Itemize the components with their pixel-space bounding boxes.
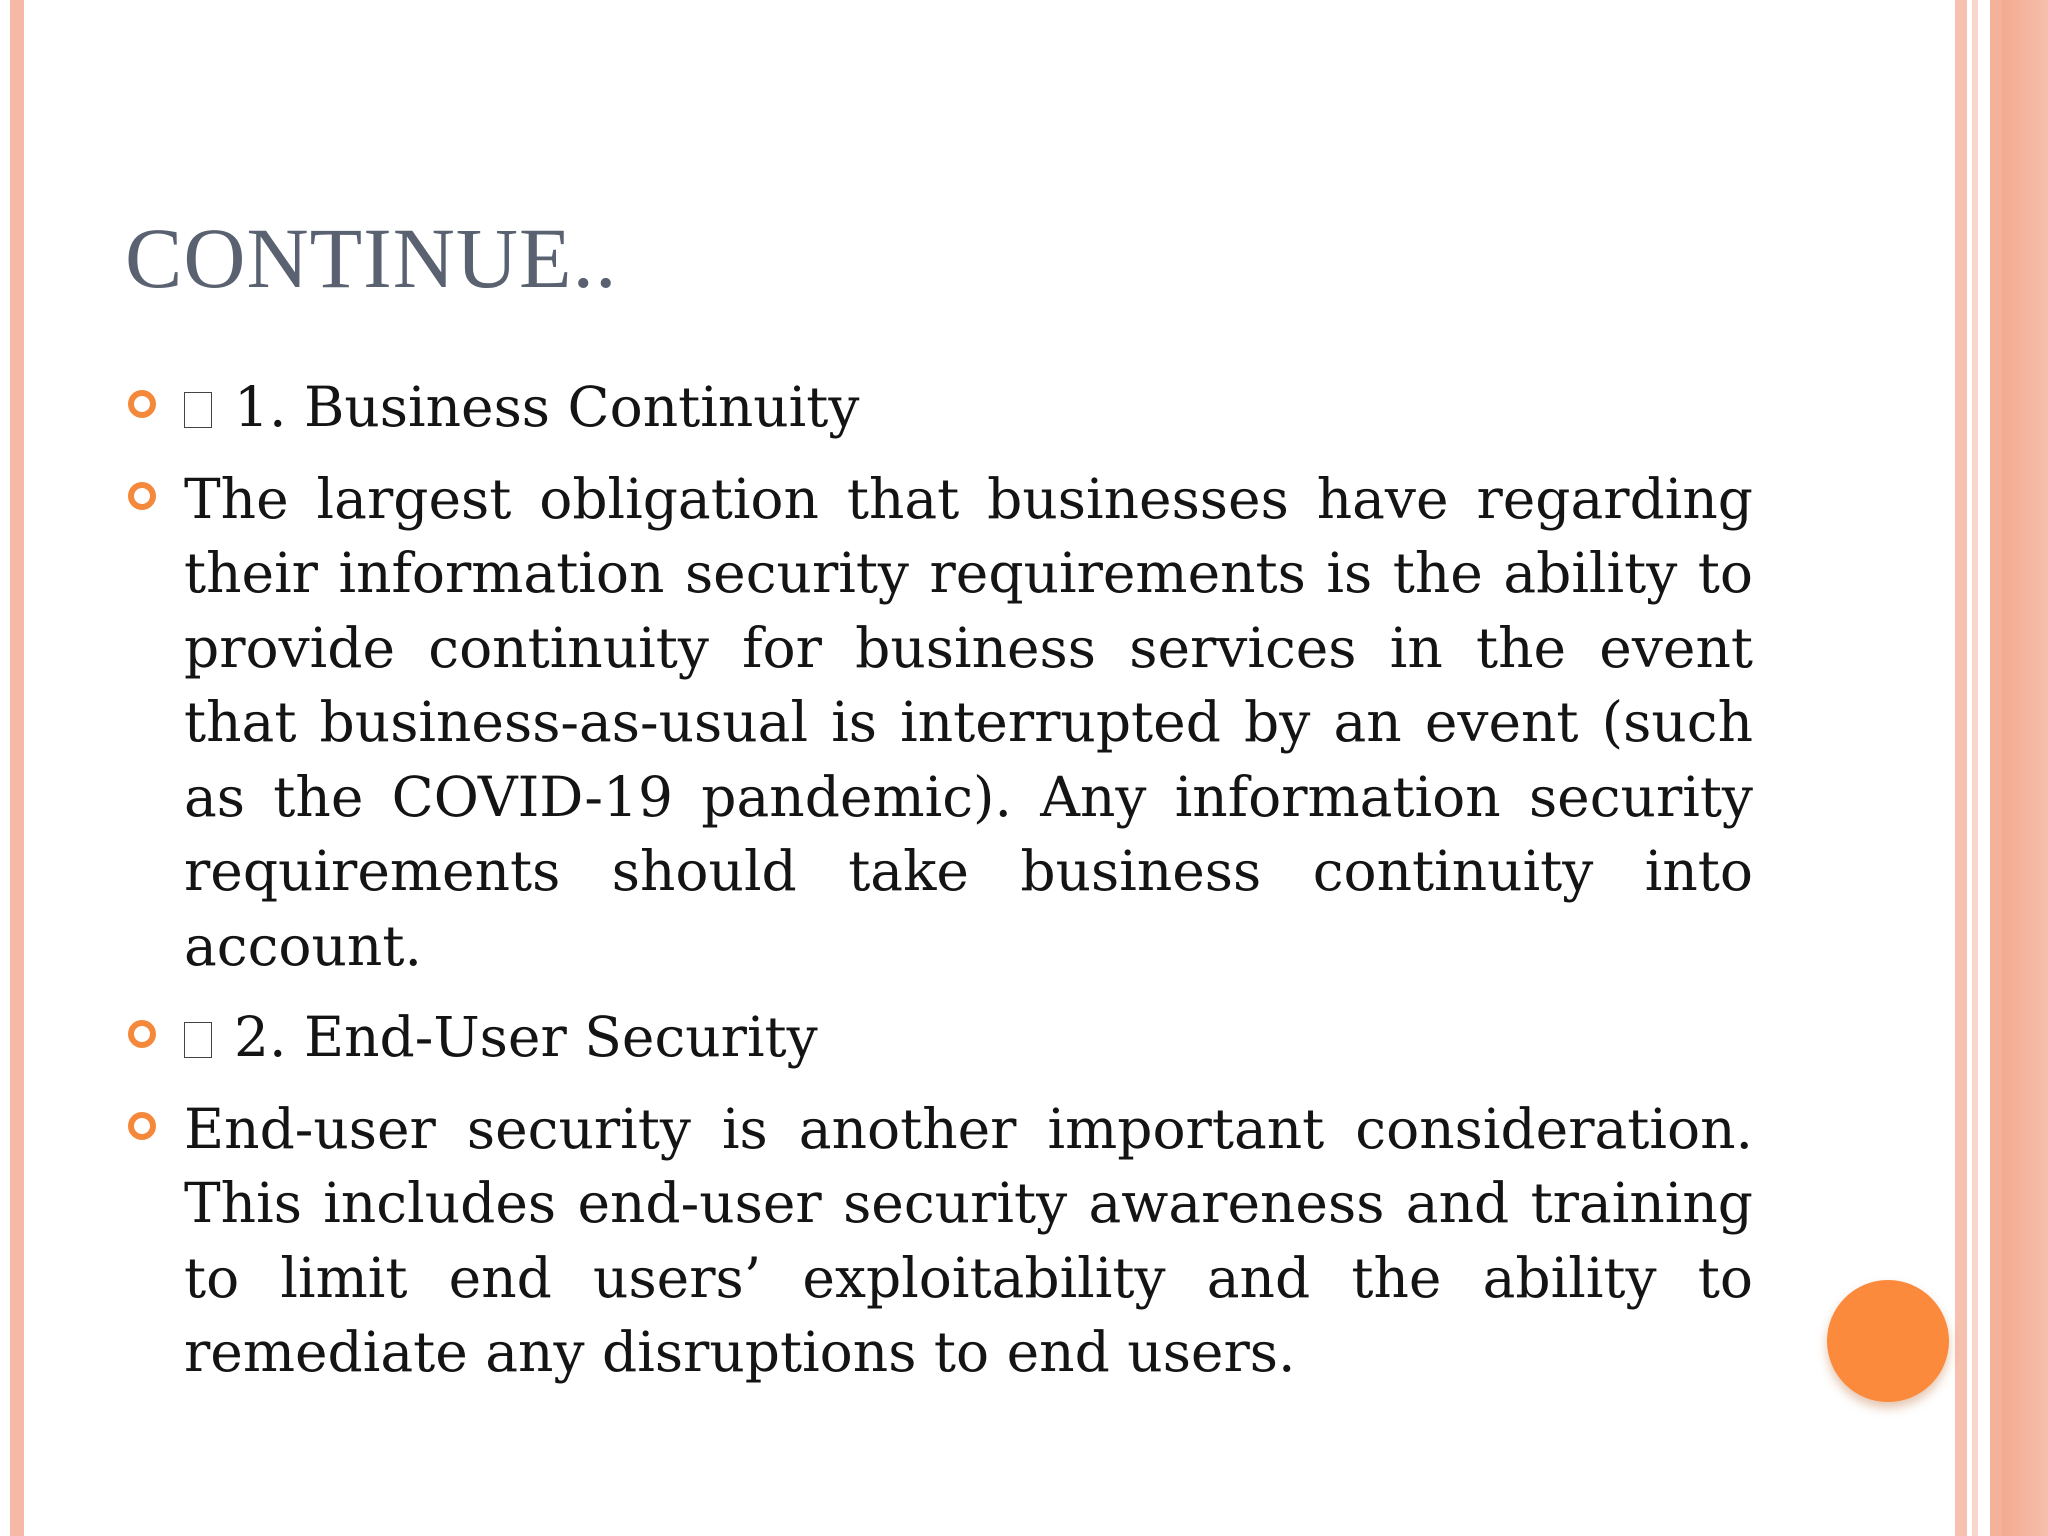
slide-title: CONTINUE.. <box>125 210 618 306</box>
right-border-band <box>1955 0 1967 1536</box>
missing-glyph-icon <box>184 1022 212 1058</box>
item-body: End-user security is another important consideration. This includes end-user security awareness and training to limit end users’ exploitability and the ability to remediate any disruptions to end users. <box>184 1096 1753 1384</box>
circle-bullet-icon <box>128 390 156 418</box>
circle-bullet-icon <box>128 1020 156 1048</box>
circle-bullet-icon <box>128 482 156 510</box>
missing-glyph-icon <box>184 392 212 428</box>
item-heading: 1. Business Continuity <box>234 375 860 439</box>
circle-bullet-icon <box>128 1112 156 1140</box>
right-border-band <box>1990 0 2002 1536</box>
bullet-list <box>128 370 1753 1407</box>
item-body: The largest obligation that businesses have regarding their information security requirements is the ability to provide continuity for business services in the event that business-as-usual is interrupted by an event (such as the COVID-19 pandemic). Any information security requirements should take business continuity into account. <box>184 466 1753 978</box>
left-border-stripe <box>10 0 24 1536</box>
decorative-circle <box>1827 1280 1949 1402</box>
list-item <box>128 462 1753 984</box>
list-item <box>128 370 1753 445</box>
list-item <box>128 1000 1753 1075</box>
right-border-band <box>2002 0 2048 1536</box>
right-border-band <box>1978 0 1990 1536</box>
list-item <box>128 1092 1753 1390</box>
item-heading: 2. End-User Security <box>234 1005 818 1069</box>
